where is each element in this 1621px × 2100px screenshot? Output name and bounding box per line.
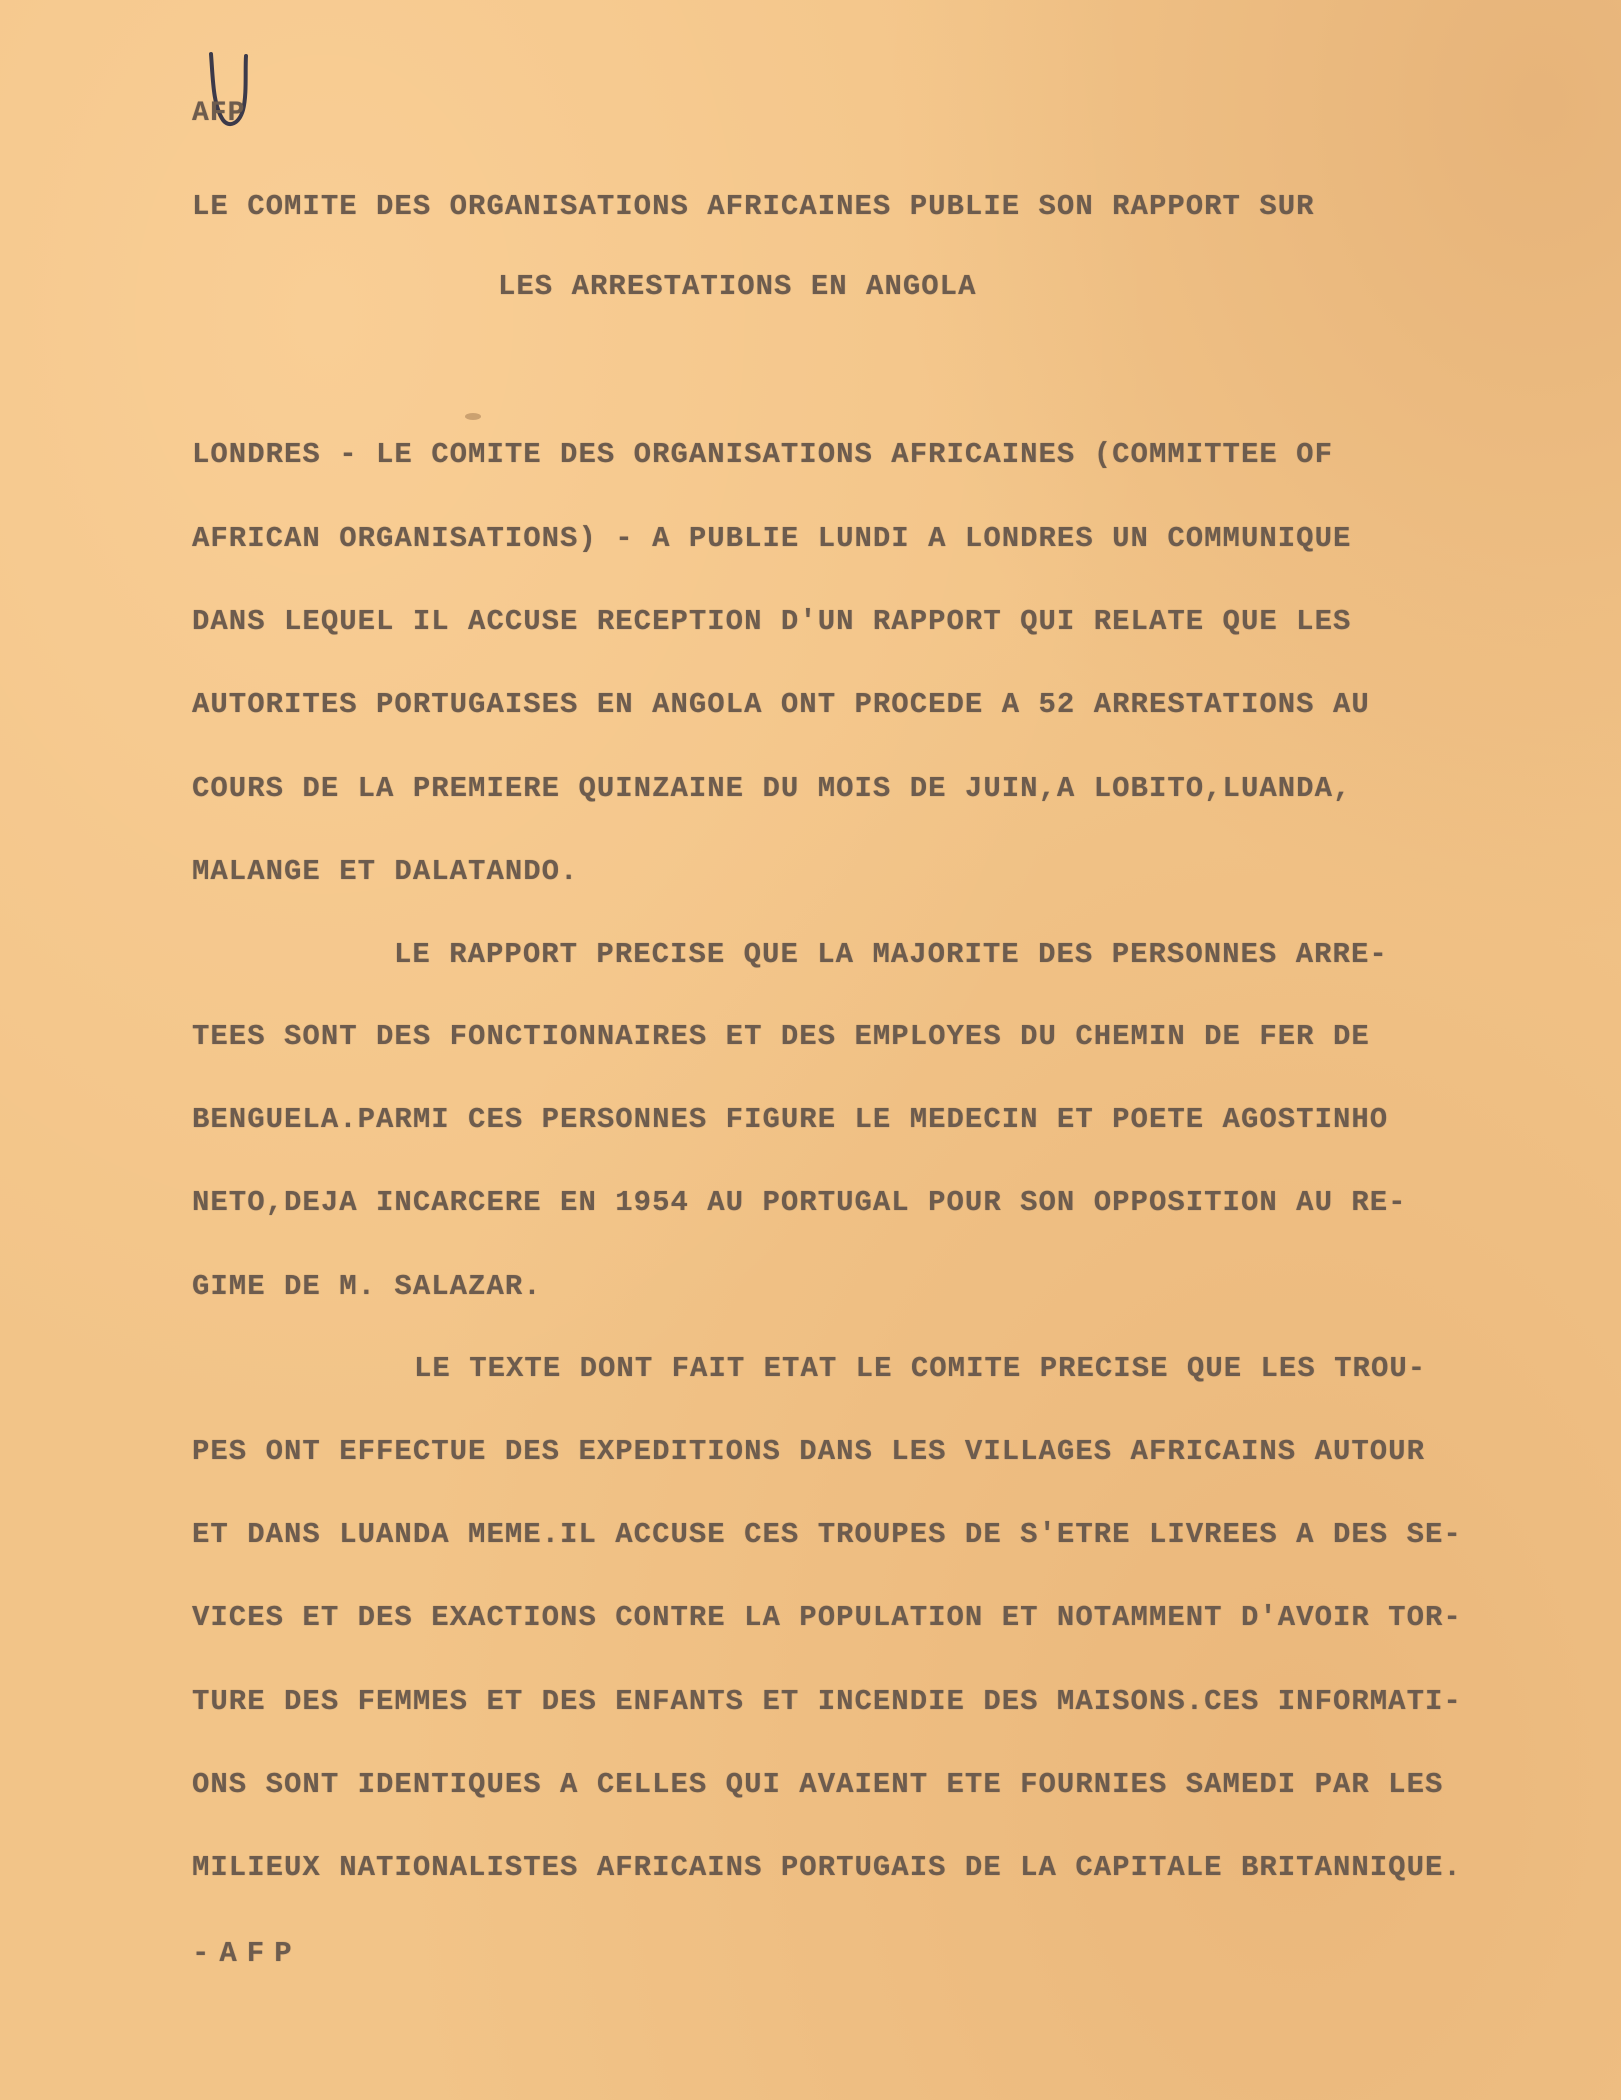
signoff: -AFP <box>192 1937 302 1970</box>
body-line: VICES ET DES EXACTIONS CONTRE LA POPULATION ET NOTAMMENT D'AVOIR TOR- <box>192 1601 1462 1634</box>
body-line: AFRICAN ORGANISATIONS) - A PUBLIE LUNDI A LONDRES UN COMMUNIQUE <box>192 522 1352 555</box>
body-line: LONDRES - LE COMITE DES ORGANISATIONS AFRICAINES (COMMITTEE OF <box>192 438 1333 471</box>
headline-line-1: LE COMITE DES ORGANISATIONS AFRICAINES PUBLIE SON RAPPORT SUR <box>192 190 1315 223</box>
agency-code: AFP <box>192 98 246 129</box>
body-line: DANS LEQUEL IL ACCUSE RECEPTION D'UN RAPPORT QUI RELATE QUE LES <box>192 605 1352 638</box>
body-line: GIME DE M. SALAZAR. <box>192 1270 542 1303</box>
body-line: NETO,DEJA INCARCERE EN 1954 AU PORTUGAL POUR SON OPPOSITION AU RE- <box>192 1186 1407 1219</box>
body-line: LE RAPPORT PRECISE QUE LA MAJORITE DES PERSONNES ARRE- <box>394 938 1388 971</box>
body-line: PES ONT EFFECTUE DES EXPEDITIONS DANS LES VILLAGES AFRICAINS AUTOUR <box>192 1435 1425 1468</box>
body-line: COURS DE LA PREMIERE QUINZAINE DU MOIS DE JUIN,A LOBITO,LUANDA, <box>192 772 1352 805</box>
ink-smudge <box>465 413 481 420</box>
body-line: TURE DES FEMMES ET DES ENFANTS ET INCENDIE DES MAISONS.CES INFORMATI- <box>192 1685 1462 1718</box>
body-line: LE TEXTE DONT FAIT ETAT LE COMITE PRECISE QUE LES TROU- <box>414 1352 1427 1385</box>
body-line: ONS SONT IDENTIQUES A CELLES QUI AVAIENT ETE FOURNIES SAMEDI PAR LES <box>192 1768 1444 1801</box>
body-line: BENGUELA.PARMI CES PERSONNES FIGURE LE MEDECIN ET POETE AGOSTINHO <box>192 1103 1389 1136</box>
body-line: AUTORITES PORTUGAISES EN ANGOLA ONT PROCEDE A 52 ARRESTATIONS AU <box>192 688 1370 721</box>
body-line: MALANGE ET DALATANDO. <box>192 855 579 888</box>
body-line: TEES SONT DES FONCTIONNAIRES ET DES EMPLOYES DU CHEMIN DE FER DE <box>192 1020 1370 1053</box>
body-line: ET DANS LUANDA MEME.IL ACCUSE CES TROUPES DE S'ETRE LIVREES A DES SE- <box>192 1518 1462 1551</box>
headline-line-2: LES ARRESTATIONS EN ANGOLA <box>498 270 977 303</box>
body-line: MILIEUX NATIONALISTES AFRICAINS PORTUGAIS DE LA CAPITALE BRITANNIQUE. <box>192 1851 1462 1884</box>
